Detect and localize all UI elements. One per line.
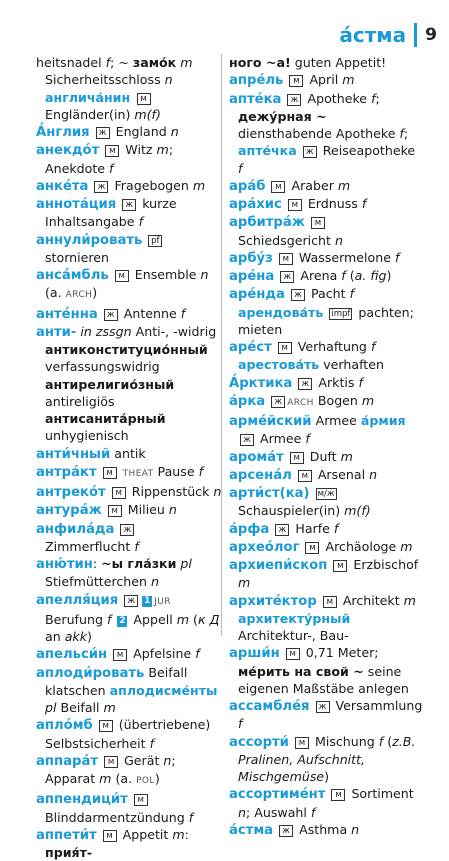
entry-anketa: анке́та ж Fragebogen m xyxy=(36,177,206,194)
entry-arab: ара́б м Araber m xyxy=(229,177,351,194)
entry-continuation: heitsnadel f; ~ замо́к m Sicherheitsschloss n англича́нин м Engländer(in) m(f) xyxy=(36,55,193,122)
page-header xyxy=(339,22,437,48)
entry-architektor: архите́ктор м Architekt m архитекту́рный Architektur-, Bau- xyxy=(229,592,416,643)
entry-apparat: аппара́т м Gerät n; Apparat m (a. POL) xyxy=(36,752,176,786)
entry-continuation-right: ного ~а! guten Appetit! xyxy=(229,55,387,70)
entry-arena: аре́на ж Arena f (a. fig) xyxy=(229,268,392,284)
entry-aplodirovat: аплоди́ровать Beifall klatschen аплодисме́нты pl Beifall m xyxy=(36,664,218,715)
entry-antrekot: антреко́т м Rippenstück n xyxy=(36,484,222,500)
entry-archeolog: архео́лог м Archäologe m xyxy=(229,538,413,555)
left-column xyxy=(36,54,224,861)
entry-assambleja: ассамбле́я ж Versammlung f xyxy=(229,698,423,732)
entry-apelljacija: апелля́ция ж 1 JUR Berufung f 2 Appell m (к Д an akk) xyxy=(36,592,220,644)
entry-aprel: апре́ль м April m xyxy=(229,72,355,89)
right-column xyxy=(229,54,423,839)
entry-apelsin: апельси́н м Apfelsine f xyxy=(36,646,200,663)
entry-antrakt: антра́кт м THEAT Pause f xyxy=(36,463,204,480)
entry-arest: аре́ст м Verhaftung f арестова́ть verhaften xyxy=(229,339,384,373)
entry-anjutin: аню́тин: ~ы гла́зки pl Stiefmütterchen n xyxy=(36,556,192,590)
entry-arenda: аре́нда ж Pacht f арендова́ть impf pachten; mieten xyxy=(229,286,414,337)
entry-artist: арти́ст(ка) м/ж Schauspieler(in) m(f) xyxy=(229,486,371,519)
entry-archiepiskop: архиепи́скоп м Erzbischof m xyxy=(229,557,419,591)
entry-assortiment: ассортиме́нт м Sortiment n; Auswahl f xyxy=(229,786,414,820)
entry-anglija: А́нглия ж England n xyxy=(36,124,179,140)
entry-arsenal: арсена́л м Arsenal n xyxy=(229,466,378,483)
running-headword: а́стма xyxy=(339,23,407,47)
entry-arktika: А́рктика ж Arktis f xyxy=(229,374,363,391)
page-number: 9 xyxy=(425,25,437,45)
entry-arbuz: арбу́з м Wassermelone f xyxy=(229,249,400,266)
entry-arka: а́рка ж ARCH Bogen m xyxy=(229,392,375,409)
entry-arachis: ара́хис м Erdnuss f xyxy=(229,196,367,212)
entry-aromat: арома́т м Duft m xyxy=(229,448,353,465)
entry-ansambl: анса́мбль м Ensemble n (a. ARCH) xyxy=(36,267,209,301)
entry-annotacija: аннота́ция ж kurze Inhaltsangabe f xyxy=(36,196,177,230)
entry-astma: а́стма ж Asthma n xyxy=(229,821,360,838)
entry-antenna: анте́нна ж Antenne f xyxy=(36,305,186,322)
entry-armejskij: арме́йский Armee а́рмия ж Armee f xyxy=(229,413,406,447)
entry-antichnyj: анти́чный antik xyxy=(36,445,146,462)
entry-arfa: а́рфа ж Harfe f xyxy=(229,520,339,537)
header-divider xyxy=(414,23,417,47)
entry-anti: анти- in zssgn Anti-, -widrig антиконституцио́нный verfassungswidrig антирелигио́зный antireligiös антисанита́рный unhygienisch xyxy=(36,323,217,444)
entry-apteka: апте́ка ж Apotheke f; дежу́рная ~ diensthabende Apotheke f; апте́чка ж Reiseapotheke f xyxy=(229,90,416,176)
entry-arbitrazh: арбитра́ж м Schiedsgericht n xyxy=(229,215,343,248)
entry-anturazh: антура́ж м Milieu n xyxy=(36,502,177,519)
entry-annulirovat: аннули́ровать pf stornieren xyxy=(36,231,224,267)
entry-arshin: арши́н м 0,71 Meter; ме́рить на свой ~ seine eigenen Maßstäbe anlegen xyxy=(229,645,409,696)
entry-appendicit: аппендици́т м Blinddarmentzündung f xyxy=(36,792,194,825)
entry-aplomb: апло́мб м (übertriebene) Selbstsicherheit f xyxy=(36,717,211,751)
entry-appetit: аппети́т м Appetit m: прия́т- xyxy=(36,826,189,860)
entry-assorti: ассорти́ м Mischung f (z.B. Pralinen, Aufschnitt, Mischgemüse) xyxy=(229,733,416,784)
entry-anekdot: анекдо́т м Witz m; Anekdote f xyxy=(36,142,174,176)
entry-anfilada: анфила́да ж Zimmerflucht f xyxy=(36,521,139,554)
